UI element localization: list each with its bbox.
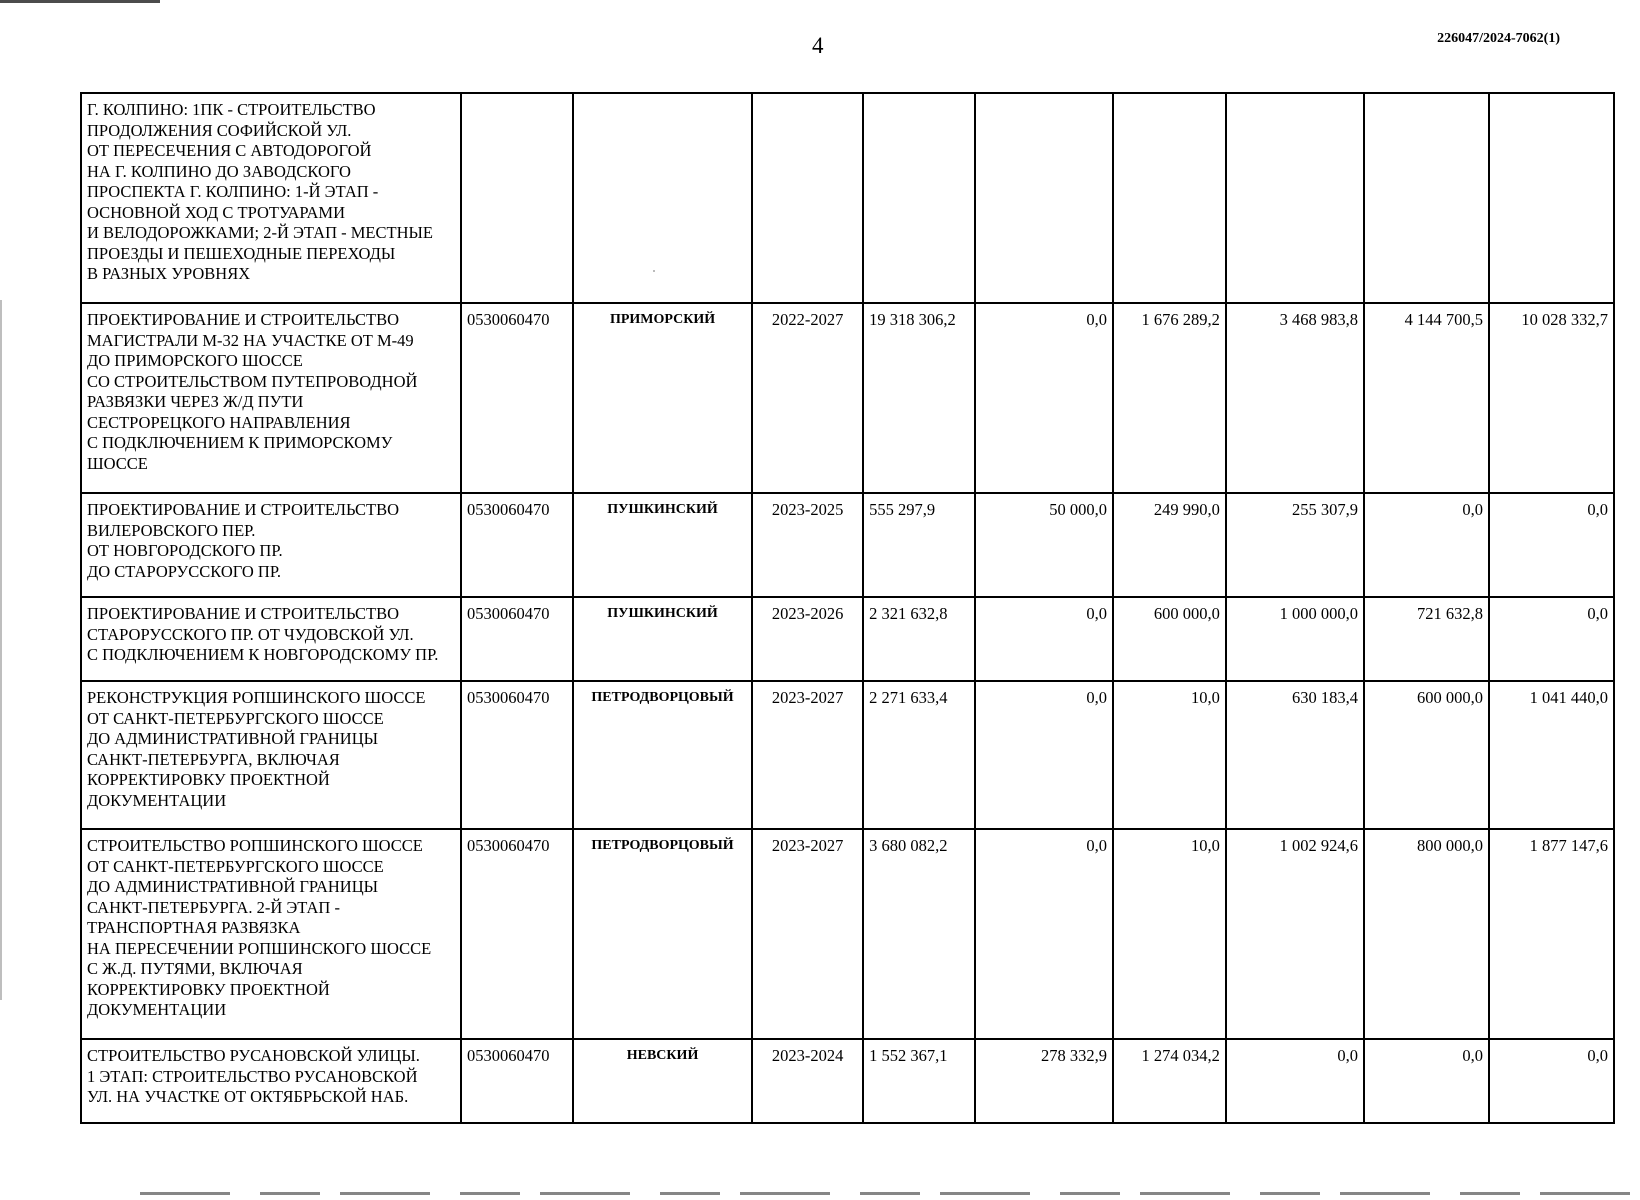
year-value-cell-4 [1364, 93, 1489, 303]
year-value-cell-3: 255 307,9 [1226, 493, 1364, 597]
table-row [81, 1039, 1614, 1123]
year-value-cell-5: 1 041 440,0 [1489, 681, 1614, 829]
year-value-cell-3: 630 183,4 [1226, 681, 1364, 829]
year-value-cell-5 [1489, 93, 1614, 303]
period-cell: 2023-2027 [752, 829, 863, 1039]
year-value-cell-5: 0,0 [1489, 1039, 1614, 1123]
period-cell: 2023-2025 [752, 493, 863, 597]
period-cell: 2023-2026 [752, 597, 863, 681]
total-cost-cell [863, 93, 975, 303]
year-value-cell-3 [1226, 93, 1364, 303]
year-value-cell-2: 10,0 [1113, 829, 1226, 1039]
scan-speck [653, 270, 655, 272]
object-name-cell: Г. КОЛПИНО: 1ПК - СТРОИТЕЛЬСТВО ПРОДОЛЖЕНИЯ СОФИЙСКОЙ УЛ. ОТ ПЕРЕСЕЧЕНИЯ С АВТОДОРОГОЙ НА Г. КОЛПИНО ДО ЗАВОДСКОГО ПРОСПЕКТА Г. КОЛПИНО: 1-Й ЭТАП - ОСНОВНОЙ ХОД С ТРОТУАРАМИ И ВЕЛОДОРОЖКАМИ; 2-Й ЭТАП - МЕСТНЫЕ ПРОЕЗДЫ И ПЕШЕХОДНЫЕ ПЕРЕХОДЫ В РАЗНЫХ УРОВНЯХ [81, 93, 461, 303]
year-value-cell-2: 600 000,0 [1113, 597, 1226, 681]
program-table [80, 92, 1615, 1124]
year-value-cell-2: 10,0 [1113, 681, 1226, 829]
object-name-cell: СТРОИТЕЛЬСТВО РУСАНОВСКОЙ УЛИЦЫ. 1 ЭТАП: СТРОИТЕЛЬСТВО РУСАНОВСКОЙ УЛ. НА УЧАСТКЕ ОТ ОКТЯБРЬСКОЙ НАБ. [81, 1039, 461, 1123]
year-value-cell-3: 3 468 983,8 [1226, 303, 1364, 493]
budget-code-cell: 0530060470 [461, 597, 573, 681]
year-value-cell-1: 0,0 [975, 303, 1113, 493]
table-row [81, 93, 1614, 303]
object-name-cell: ПРОЕКТИРОВАНИЕ И СТРОИТЕЛЬСТВО МАГИСТРАЛИ М-32 НА УЧАСТКЕ ОТ М-49 ДО ПРИМОРСКОГО ШОССЕ СО СТРОИТЕЛЬСТВОМ ПУТЕПРОВОДНОЙ РАЗВЯЗКИ ЧЕРЕЗ Ж/Д ПУТИ СЕСТРОРЕЦКОГО НАПРАВЛЕНИЯ С ПОДКЛЮЧЕНИЕМ К ПРИМОРСКОМУ ШОССЕ [81, 303, 461, 493]
year-value-cell-1: 50 000,0 [975, 493, 1113, 597]
document-id: 226047/2024-7062(1) [1437, 31, 1560, 46]
period-cell: 2022-2027 [752, 303, 863, 493]
year-value-cell-1 [975, 93, 1113, 303]
district-cell: ПУШКИНСКИЙ [573, 597, 752, 681]
object-name-cell: ПРОЕКТИРОВАНИЕ И СТРОИТЕЛЬСТВО ВИЛЕРОВСКОГО ПЕР. ОТ НОВГОРОДСКОГО ПР. ДО СТАРОРУССКОГО ПР. [81, 493, 461, 597]
scan-artifact-bottom [140, 1192, 1640, 1195]
year-value-cell-2 [1113, 93, 1226, 303]
object-name-cell: ПРОЕКТИРОВАНИЕ И СТРОИТЕЛЬСТВО СТАРОРУССКОГО ПР. ОТ ЧУДОВСКОЙ УЛ. С ПОДКЛЮЧЕНИЕМ К НОВГОРОДСКОМУ ПР. [81, 597, 461, 681]
period-cell: 2023-2027 [752, 681, 863, 829]
total-cost-cell: 3 680 082,2 [863, 829, 975, 1039]
budget-code-cell [461, 93, 573, 303]
district-cell: ПЕТРОДВОРЦОВЫЙ [573, 829, 752, 1039]
year-value-cell-5: 1 877 147,6 [1489, 829, 1614, 1039]
object-name-cell: СТРОИТЕЛЬСТВО РОПШИНСКОГО ШОССЕ ОТ САНКТ-ПЕТЕРБУРГСКОГО ШОССЕ ДО АДМИНИСТРАТИВНОЙ ГРАНИЦЫ САНКТ-ПЕТЕРБУРГА. 2-Й ЭТАП - ТРАНСПОРТНАЯ РАЗВЯЗКА НА ПЕРЕСЕЧЕНИИ РОПШИНСКОГО ШОССЕ С Ж.Д. ПУТЯМИ, ВКЛЮЧАЯ КОРРЕКТИРОВКУ ПРОЕКТНОЙ ДОКУМЕНТАЦИИ [81, 829, 461, 1039]
year-value-cell-4: 800 000,0 [1364, 829, 1489, 1039]
year-value-cell-1: 0,0 [975, 829, 1113, 1039]
table-row [81, 597, 1614, 681]
table-body [81, 93, 1614, 1123]
district-cell: ПЕТРОДВОРЦОВЫЙ [573, 681, 752, 829]
object-name-cell: РЕКОНСТРУКЦИЯ РОПШИНСКОГО ШОССЕ ОТ САНКТ-ПЕТЕРБУРГСКОГО ШОССЕ ДО АДМИНИСТРАТИВНОЙ ГРАНИЦЫ САНКТ-ПЕТЕРБУРГА, ВКЛЮЧАЯ КОРРЕКТИРОВКУ ПРОЕКТНОЙ ДОКУМЕНТАЦИИ [81, 681, 461, 829]
table-row [81, 303, 1614, 493]
table-row [81, 681, 1614, 829]
year-value-cell-4: 0,0 [1364, 1039, 1489, 1123]
year-value-cell-3: 1 002 924,6 [1226, 829, 1364, 1039]
year-value-cell-4: 600 000,0 [1364, 681, 1489, 829]
district-cell: НЕВСКИЙ [573, 1039, 752, 1123]
total-cost-cell: 19 318 306,2 [863, 303, 975, 493]
year-value-cell-5: 10 028 332,7 [1489, 303, 1614, 493]
district-cell [573, 93, 752, 303]
table-row [81, 829, 1614, 1039]
period-cell [752, 93, 863, 303]
total-cost-cell: 555 297,9 [863, 493, 975, 597]
scan-artifact-top [0, 0, 160, 3]
page-number: 4 [812, 33, 824, 58]
year-value-cell-4: 0,0 [1364, 493, 1489, 597]
budget-code-cell: 0530060470 [461, 1039, 573, 1123]
total-cost-cell: 1 552 367,1 [863, 1039, 975, 1123]
year-value-cell-5: 0,0 [1489, 493, 1614, 597]
district-cell: ПРИМОРСКИЙ [573, 303, 752, 493]
year-value-cell-1: 0,0 [975, 597, 1113, 681]
table-row [81, 493, 1614, 597]
year-value-cell-3: 1 000 000,0 [1226, 597, 1364, 681]
budget-code-cell: 0530060470 [461, 303, 573, 493]
year-value-cell-4: 4 144 700,5 [1364, 303, 1489, 493]
budget-code-cell: 0530060470 [461, 681, 573, 829]
year-value-cell-2: 1 676 289,2 [1113, 303, 1226, 493]
year-value-cell-2: 249 990,0 [1113, 493, 1226, 597]
period-cell: 2023-2024 [752, 1039, 863, 1123]
district-cell: ПУШКИНСКИЙ [573, 493, 752, 597]
year-value-cell-1: 278 332,9 [975, 1039, 1113, 1123]
year-value-cell-4: 721 632,8 [1364, 597, 1489, 681]
total-cost-cell: 2 321 632,8 [863, 597, 975, 681]
year-value-cell-3: 0,0 [1226, 1039, 1364, 1123]
budget-code-cell: 0530060470 [461, 493, 573, 597]
budget-code-cell: 0530060470 [461, 829, 573, 1039]
total-cost-cell: 2 271 633,4 [863, 681, 975, 829]
scan-artifact-left [0, 300, 2, 1000]
year-value-cell-1: 0,0 [975, 681, 1113, 829]
year-value-cell-5: 0,0 [1489, 597, 1614, 681]
year-value-cell-2: 1 274 034,2 [1113, 1039, 1226, 1123]
